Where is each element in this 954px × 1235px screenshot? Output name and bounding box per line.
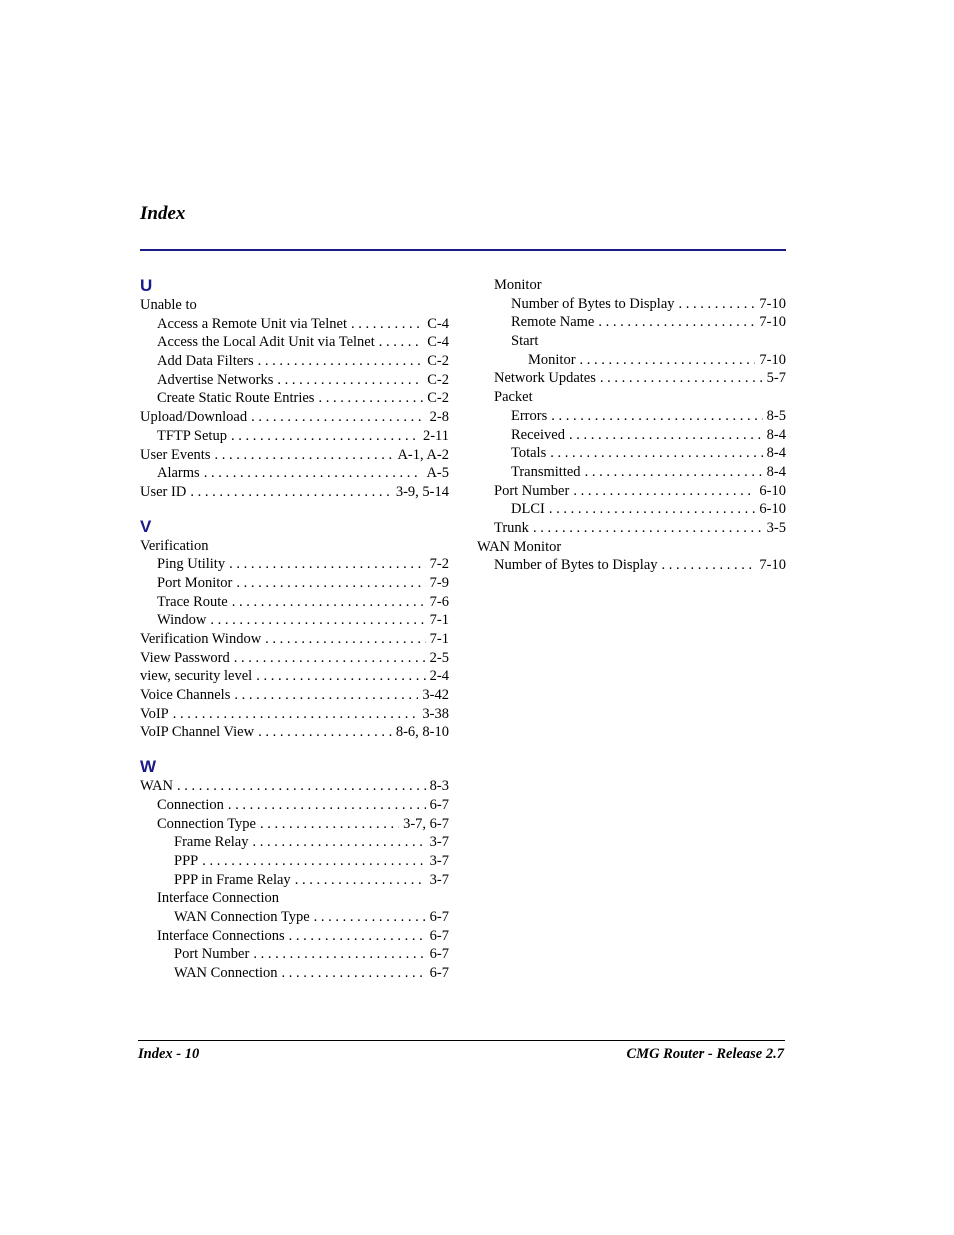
dot-leader (265, 630, 425, 649)
index-page-ref: C-4 (427, 334, 449, 351)
index-entry (140, 555, 449, 574)
index-page-ref: 6-7 (429, 796, 449, 813)
index-term: Connection Type (157, 815, 256, 832)
index-entry (140, 815, 449, 834)
index-entry (477, 313, 786, 332)
index-term: WAN Connection Type (174, 908, 310, 925)
index-page-ref: 3-38 (422, 705, 449, 722)
dot-leader (533, 519, 763, 538)
dot-leader (228, 796, 426, 815)
index-page-ref: 7-1 (429, 612, 449, 629)
index-term: Ping Utility (157, 556, 226, 573)
index-page-ref: 8-5 (766, 407, 786, 424)
index-entry (140, 593, 449, 612)
dot-leader (289, 927, 426, 946)
index-entry (140, 723, 449, 742)
index-page-ref: 7-6 (429, 593, 449, 610)
dot-leader (251, 408, 426, 427)
index-entry (140, 852, 449, 871)
index-term: Alarms (157, 465, 200, 482)
index-entry (140, 889, 449, 908)
index-term: Add Data Filters (157, 353, 254, 370)
index-term: Errors (511, 407, 548, 424)
index-page-ref: 2-5 (429, 649, 449, 666)
dot-leader (258, 723, 392, 742)
index-term: Port Number (494, 482, 570, 499)
index-entry (477, 538, 786, 557)
index-term: Remote Name (511, 314, 595, 331)
index-term: Verification (140, 537, 209, 554)
index-page-ref: C-2 (427, 390, 449, 407)
index-page-ref: 3-5 (766, 519, 786, 536)
index-entry (140, 296, 449, 315)
index-term: WAN Monitor (477, 538, 562, 555)
index-entry (140, 630, 449, 649)
dot-leader (314, 908, 426, 927)
index-page-ref: 3-42 (422, 687, 449, 704)
index-entry (477, 500, 786, 519)
index-term: Number of Bytes to Display (494, 557, 658, 574)
index-term: Totals (511, 445, 547, 462)
dot-leader (598, 313, 755, 332)
index-term: view, security level (140, 668, 253, 685)
dot-leader (318, 389, 423, 408)
index-entry (477, 276, 786, 295)
index-entry (140, 464, 449, 483)
dot-leader (679, 295, 756, 314)
index-term: Monitor (528, 351, 576, 368)
index-entry (477, 351, 786, 370)
index-term: Verification Window (140, 631, 262, 647)
index-page-ref: 5-7 (766, 370, 786, 387)
index-page-ref: 8-3 (429, 778, 449, 795)
index-entry (140, 574, 449, 593)
dot-leader (234, 649, 426, 668)
index-page-ref: C-2 (427, 371, 449, 388)
index-term: Trace Route (157, 593, 228, 610)
index-entry (140, 446, 449, 465)
dot-leader (231, 427, 419, 446)
dot-leader (580, 351, 756, 370)
index-entry (140, 427, 449, 446)
page-title: Index (140, 203, 186, 224)
index-page-ref: 8-6, 8-10 (395, 724, 449, 741)
index-page-ref: 6-7 (429, 927, 449, 944)
index-term: Interface Connection (157, 890, 279, 907)
dot-leader (351, 315, 423, 334)
index-entry (477, 426, 786, 445)
index-term: User Events (140, 446, 211, 463)
dot-leader (600, 369, 763, 388)
index-term: User ID (140, 483, 187, 500)
index-entry (140, 833, 449, 852)
index-term: Port Number (174, 946, 250, 963)
dot-leader (549, 500, 756, 519)
index-entry (477, 482, 786, 501)
index-entry (140, 408, 449, 427)
index-entry (477, 369, 786, 388)
dot-leader (260, 815, 399, 834)
dot-leader (253, 945, 425, 964)
dot-leader (204, 464, 423, 483)
index-term: Advertise Networks (157, 371, 274, 388)
index-page-ref: 7-10 (759, 295, 786, 312)
footer-rule (138, 1040, 785, 1041)
dot-leader (232, 593, 426, 612)
index-entry (140, 611, 449, 630)
index-entry (140, 908, 449, 927)
dot-leader (662, 556, 756, 575)
index-page-ref: 6-7 (429, 946, 449, 963)
index-term: Upload/Download (140, 409, 248, 426)
index-term: DLCI (511, 501, 545, 518)
index-entry (140, 371, 449, 390)
index-term: Port Monitor (157, 574, 233, 591)
index-page-ref: 7-10 (759, 351, 786, 368)
dot-leader (282, 964, 426, 983)
index-entry (140, 483, 449, 502)
index-term: View Password (140, 649, 230, 666)
index-term: Unable to (140, 297, 197, 313)
index-entry (140, 964, 449, 983)
dot-leader (253, 833, 426, 852)
index-entry (140, 777, 449, 796)
index-term: Access the Local Adit Unit via Telnet (157, 334, 375, 351)
index-entry (477, 556, 786, 575)
dot-leader (295, 871, 426, 890)
index-term: Network Updates (494, 370, 596, 387)
index-term: Frame Relay (174, 834, 249, 851)
index-entry (477, 463, 786, 482)
index-page-ref: 6-10 (759, 482, 786, 499)
index-page-ref: 6-7 (429, 965, 449, 981)
index-page-ref: 8-4 (766, 426, 786, 443)
index-term: TFTP Setup (157, 427, 227, 444)
dot-leader (277, 371, 423, 390)
dot-leader (214, 446, 393, 465)
dot-leader (177, 777, 426, 796)
dot-leader (202, 852, 425, 871)
index-entry (140, 871, 449, 890)
index-entry (140, 352, 449, 371)
index-page-ref: 2-11 (422, 427, 449, 444)
footer-page-number: Index - 10 (138, 1046, 200, 1062)
index-entry (140, 537, 449, 556)
dot-leader (190, 483, 392, 502)
index-entry (477, 295, 786, 314)
dot-leader (585, 463, 763, 482)
index-page-ref: 8-4 (766, 463, 786, 480)
dot-leader (258, 352, 424, 371)
index-term: Interface Connections (157, 927, 285, 944)
index-term: Packet (494, 389, 533, 406)
section-letter: U (140, 276, 153, 295)
index-page-ref: 3-7, 6-7 (403, 815, 449, 832)
index-page-ref: 3-7 (429, 834, 449, 851)
index-page-ref: 3-7 (429, 871, 449, 888)
index-page-ref: 7-1 (429, 631, 449, 647)
index-term: Number of Bytes to Display (511, 295, 675, 312)
index-page-ref: 2-8 (429, 409, 449, 426)
footer-document-title: CMG Router - Release 2.7 (626, 1046, 784, 1062)
dot-leader (229, 555, 426, 574)
index-entry (477, 388, 786, 407)
index-page-ref: 7-9 (429, 574, 449, 591)
index-entry (477, 519, 786, 538)
section-letter: W (140, 757, 157, 777)
index-entry (477, 332, 786, 351)
index-page-ref: 6-7 (429, 908, 449, 925)
index-term: Start (511, 333, 539, 350)
index-page-ref: 3-7 (429, 852, 449, 869)
index-page-ref: 6-10 (759, 501, 786, 518)
dot-leader (550, 444, 762, 463)
index-entry (140, 927, 449, 946)
index-term: Received (511, 426, 565, 443)
index-page-ref: 2-4 (429, 668, 449, 685)
index-page-ref: 7-10 (759, 314, 786, 331)
dot-leader (379, 333, 423, 352)
dot-leader (256, 667, 425, 686)
index-entry (477, 444, 786, 463)
header-rule (140, 249, 786, 251)
index-page-ref: C-4 (427, 315, 449, 332)
index-page-ref: 3-9, 5-14 (395, 483, 449, 500)
index-term: Window (157, 612, 207, 629)
index-entry (140, 686, 449, 705)
index-term: Connection (157, 796, 224, 813)
index-term: Monitor (494, 277, 542, 293)
dot-leader (173, 705, 419, 724)
dot-leader (236, 574, 425, 593)
index-page-ref: 7-10 (759, 557, 786, 574)
index-column-left (140, 276, 449, 983)
index-term: Trunk (494, 519, 529, 536)
index-page-ref: A-5 (426, 465, 449, 482)
index-term: PPP in Frame Relay (174, 871, 291, 888)
index-term: VoIP (140, 705, 169, 722)
index-entry (140, 667, 449, 686)
index-entry (140, 389, 449, 408)
index-term: VoIP Channel View (140, 724, 255, 741)
index-entry (140, 315, 449, 334)
section-letter: V (140, 516, 152, 536)
index-term: Access a Remote Unit via Telnet (157, 315, 347, 332)
index-entry (140, 333, 449, 352)
index-term: Create Static Route Entries (157, 390, 315, 407)
index-entry (477, 407, 786, 426)
index-entry (140, 705, 449, 724)
dot-leader (551, 407, 762, 426)
index-term: WAN (140, 778, 174, 795)
dot-leader (569, 426, 763, 445)
index-term: WAN Connection (174, 965, 278, 981)
index-entry (140, 649, 449, 668)
index-term: PPP (174, 852, 199, 869)
index-column-right (477, 276, 786, 575)
dot-leader (210, 611, 425, 630)
index-entry (140, 945, 449, 964)
dot-leader (573, 482, 755, 501)
index-term: Voice Channels (140, 687, 231, 704)
index-term: Transmitted (511, 463, 581, 480)
index-page-ref: C-2 (427, 353, 449, 370)
index-entry (140, 796, 449, 815)
index-page-ref: 7-2 (429, 556, 449, 573)
index-page-ref: A-1, A-2 (397, 446, 449, 463)
index-page-ref: 8-4 (766, 445, 786, 462)
dot-leader (234, 686, 418, 705)
